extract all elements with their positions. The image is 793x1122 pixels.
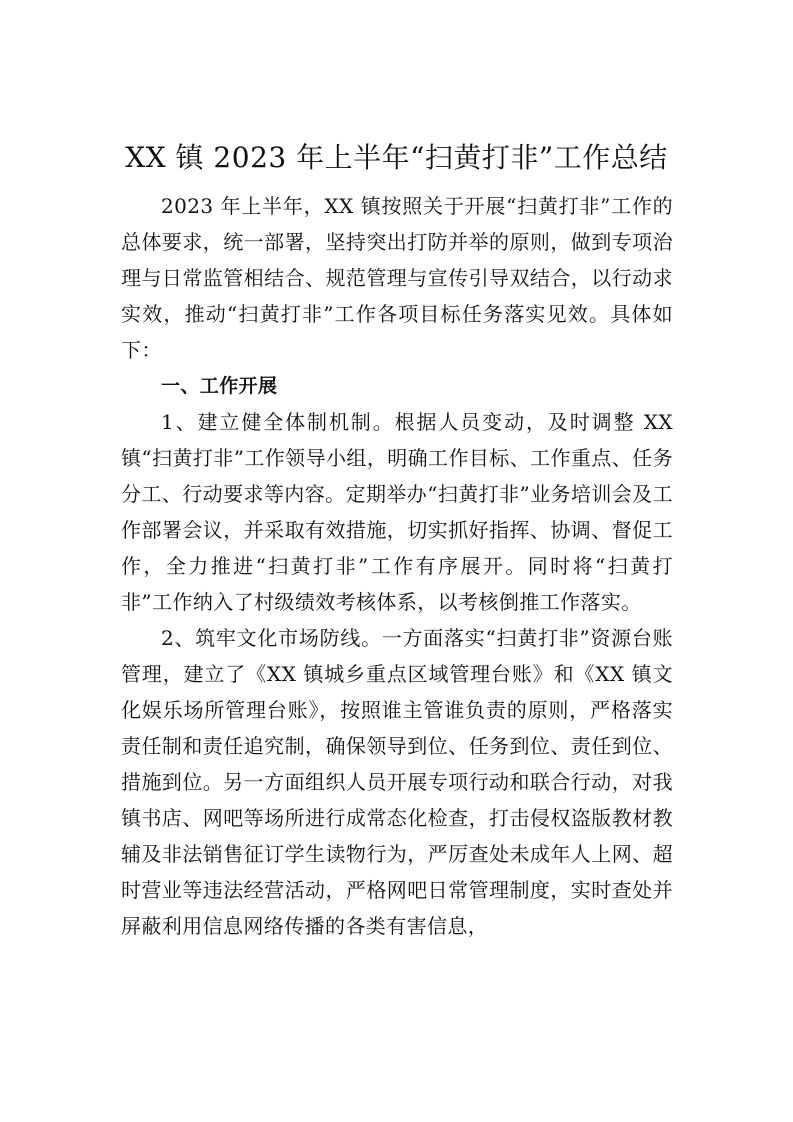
intro-paragraph: 2023 年上半年，XX 镇按照关于开展“扫黄打非”工作的总体要求，统一部署，坚持突出打防并举的原则，做到专项治理与日常监管相结合、规范管理与宣传引导双结合，以行动求实效，推动“扫黄打非”工作各项目标任务落实见效。具体如下： (121, 194, 673, 362)
item-paragraph-1: 1、建立健全体制机制。根据人员变动，及时调整 XX 镇“扫黄打非”工作领导小组，明确工作目标、工作重点、任务分工、行动要求等内容。定期举办“扫黄打非”业务培训会及工作部署会议，并采取有效措施，切实抓好指挥、协调、督促工作，全力推进“扫黄打非”工作有序展开。同时将“扫黄打非”工作纳入了村级绩效考核体系，以考核倒推工作落实。 (121, 410, 673, 614)
item-paragraph-2: 2、筑牢文化市场防线。一方面落实“扫黄打非”资源台账管理，建立了《XX 镇城乡重点区域管理台账》和《XX 镇文化娱乐场所管理台账》，按照谁主管谁负责的原则，严格落实责任制和责任追究制，确保领导到位、任务到位、责任到位、措施到位。另一方面组织人员开展专项行动和联合行动，对我镇书店、网吧等场所进行成常态化检查，打击侵权盗版教材教辅及非法销售征订学生读物行为，严厉查处未成年人上网、超时营业等违法经营活动，严格网吧日常管理制度，实时查处并屏蔽利用信息网络传播的各类有害信息， (121, 626, 673, 938)
section-heading: 一、工作开展 (161, 375, 278, 397)
document-title: XX 镇 2023 年上半年“扫黄打非”工作总结 (125, 141, 668, 174)
document-body (121, 188, 673, 944)
